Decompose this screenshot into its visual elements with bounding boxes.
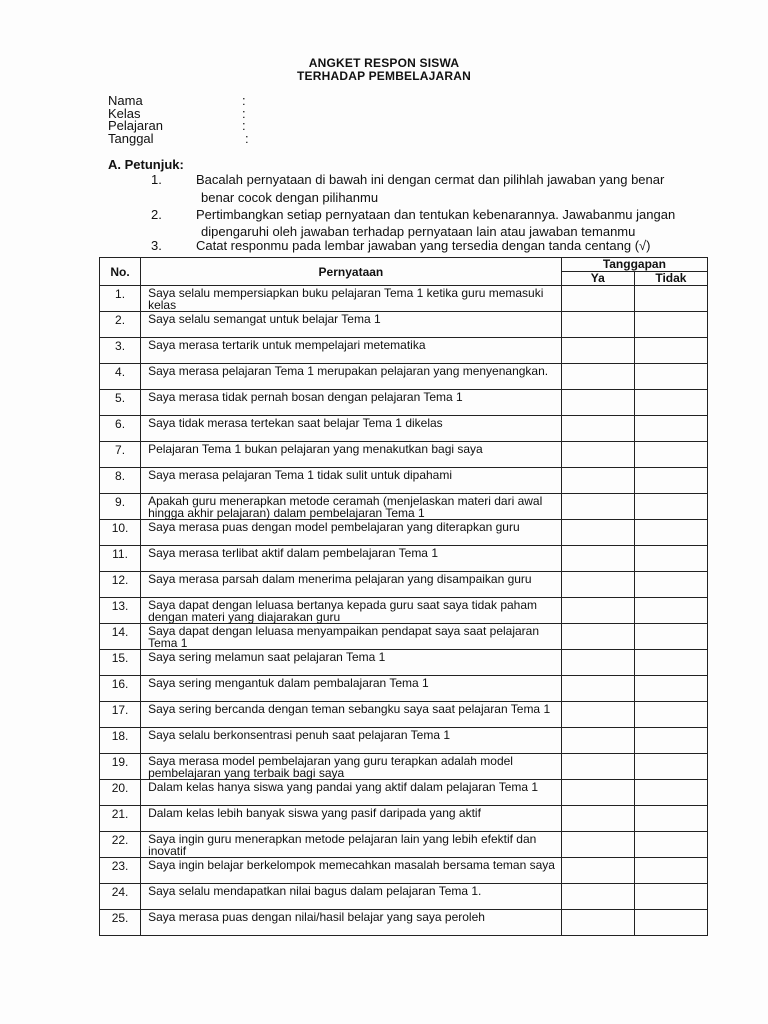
answer-no-cell[interactable] (634, 546, 707, 572)
instruction-number: 3. (151, 238, 162, 253)
header-no-answer: Tidak (634, 272, 707, 286)
answer-no-cell[interactable] (634, 312, 707, 338)
answer-no-cell[interactable] (634, 364, 707, 390)
row-statement: Saya merasa pelajaran Tema 1 tidak sulit untuk dipahami (141, 468, 562, 494)
header-statement: Pernyataan (141, 258, 562, 286)
answer-yes-cell[interactable] (561, 338, 634, 364)
answer-yes-cell[interactable] (561, 572, 634, 598)
answer-no-cell[interactable] (634, 624, 707, 650)
answer-no-cell[interactable] (634, 884, 707, 910)
answer-no-cell[interactable] (634, 416, 707, 442)
answer-no-cell[interactable] (634, 494, 707, 520)
identity-date-row (108, 130, 249, 146)
table-row (100, 858, 708, 884)
answer-yes-cell[interactable] (561, 390, 634, 416)
answer-no-cell[interactable] (634, 728, 707, 754)
answer-yes-cell[interactable] (561, 702, 634, 728)
table-row (100, 338, 708, 364)
row-statement: Saya merasa parsah dalam menerima pelajaran yang disampaikan guru (141, 572, 562, 598)
row-statement: Saya tidak merasa tertekan saat belajar Tema 1 dikelas (141, 416, 562, 442)
row-statement: Saya sering bercanda dengan teman sebangku saya saat pelajaran Tema 1 (141, 702, 562, 728)
answer-yes-cell[interactable] (561, 910, 634, 936)
instruction-text-continued: benar cocok dengan pilihanmu (201, 190, 379, 205)
answer-no-cell[interactable] (634, 858, 707, 884)
instruction-text: Bacalah pernyataan di bawah ini dengan cermat dan pilihlah jawaban yang benar (196, 172, 665, 187)
row-number: 6. (100, 416, 141, 442)
row-number: 15. (100, 650, 141, 676)
identity-label: Tanggal (108, 130, 154, 146)
answer-no-cell[interactable] (634, 520, 707, 546)
table-row (100, 468, 708, 494)
answer-no-cell[interactable] (634, 572, 707, 598)
table-row (100, 728, 708, 754)
answer-yes-cell[interactable] (561, 468, 634, 494)
row-number: 14. (100, 624, 141, 650)
instructions-heading: A. Petunjuk: (108, 157, 184, 172)
document-title: ANGKET RESPON SISWA (308, 56, 460, 70)
row-statement: Saya merasa pelajaran Tema 1 merupakan pelajaran yang menyenangkan. (141, 364, 562, 390)
identity-label: Nama (108, 93, 143, 108)
identity-fields (108, 93, 249, 146)
table-row (100, 442, 708, 468)
table-row (100, 780, 708, 806)
row-statement: Pelajaran Tema 1 bukan pelajaran yang menakutkan bagi saya (141, 442, 562, 468)
table-header-row (100, 258, 708, 272)
row-statement: Saya merasa tertarik untuk mempelajari metematika (141, 338, 562, 364)
answer-no-cell[interactable] (634, 754, 707, 780)
answer-no-cell[interactable] (634, 780, 707, 806)
table-row (100, 546, 708, 572)
answer-no-cell[interactable] (634, 832, 707, 858)
row-number: 11. (100, 546, 141, 572)
table-row (100, 572, 708, 598)
answer-yes-cell[interactable] (561, 286, 634, 312)
answer-yes-cell[interactable] (561, 494, 634, 520)
row-statement: Saya merasa terlibat aktif dalam pembelajaran Tema 1 (141, 546, 562, 572)
table-row (100, 884, 708, 910)
table-row (100, 624, 708, 650)
answer-no-cell[interactable] (634, 390, 707, 416)
row-statement: Apakah guru menerapkan metode ceramah (menjelaskan materi dari awal hingga akhir pelajaran) dalam pembelajaran Tema 1 (141, 494, 562, 520)
row-number: 10. (100, 520, 141, 546)
row-number: 4. (100, 364, 141, 390)
row-number: 21. (100, 806, 141, 832)
header-number: No. (100, 258, 141, 286)
row-number: 5. (100, 390, 141, 416)
row-statement: Saya merasa tidak pernah bosan dengan pelajaran Tema 1 (141, 390, 562, 416)
row-number: 24. (100, 884, 141, 910)
answer-no-cell[interactable] (634, 468, 707, 494)
answer-yes-cell[interactable] (561, 832, 634, 858)
answer-no-cell[interactable] (634, 598, 707, 624)
answer-yes-cell[interactable] (561, 416, 634, 442)
row-number: 25. (100, 910, 141, 936)
answer-yes-cell[interactable] (561, 650, 634, 676)
answer-yes-cell[interactable] (561, 624, 634, 650)
answer-yes-cell[interactable] (561, 754, 634, 780)
table-row (100, 598, 708, 624)
answer-yes-cell[interactable] (561, 312, 634, 338)
table-row (100, 286, 708, 312)
row-statement: Dalam kelas lebih banyak siswa yang pasif daripada yang aktif (141, 806, 562, 832)
answer-yes-cell[interactable] (561, 884, 634, 910)
table-row (100, 702, 708, 728)
instruction-number: 2. (151, 207, 162, 222)
answer-yes-cell[interactable] (561, 780, 634, 806)
row-number: 17. (100, 702, 141, 728)
row-statement: Saya selalu mendapatkan nilai bagus dalam pelajaran Tema 1. (141, 884, 562, 910)
row-statement: Saya ingin guru menerapkan metode pelajaran lain yang lebih efektif dan inovatif (141, 832, 562, 858)
identity-colon: : (242, 93, 246, 108)
instruction-item (108, 171, 728, 207)
answer-no-cell[interactable] (634, 806, 707, 832)
table-row (100, 806, 708, 832)
answer-no-cell[interactable] (634, 442, 707, 468)
identity-label: Kelas (108, 105, 141, 121)
row-number: 22. (100, 832, 141, 858)
row-statement: Saya dapat dengan leluasa menyampaikan pendapat saya saat pelajaran Tema 1 (141, 624, 562, 650)
row-number: 9. (100, 494, 141, 520)
instruction-number: 1. (151, 172, 162, 187)
instruction-text-continued: dipengaruhi oleh jawaban terhadap pernyataan lain atau jawaban temanmu (201, 224, 636, 239)
row-statement: Saya merasa model pembelajaran yang guru terapkan adalah model pembelajaran yang terbaik bagi saya (141, 754, 562, 780)
answer-no-cell[interactable] (634, 338, 707, 364)
instruction-item (108, 207, 728, 239)
row-statement: Saya selalu berkonsentrasi penuh saat pelajaran Tema 1 (141, 728, 562, 754)
row-number: 3. (100, 338, 141, 364)
row-number: 8. (100, 468, 141, 494)
instruction-text: Pertimbangkan setiap pernyataan dan tentukan kebenarannya. Jawabanmu jangan (196, 207, 676, 222)
table-row (100, 390, 708, 416)
table-row (100, 832, 708, 858)
row-statement: Saya dapat dengan leluasa bertanya kepada guru saat saya tidak paham dengan materi yang diajarakan guru (141, 598, 562, 624)
answer-yes-cell[interactable] (561, 728, 634, 754)
row-statement: Dalam kelas hanya siswa yang pandai yang aktif dalam pelajaran Tema 1 (141, 780, 562, 806)
table-row (100, 676, 708, 702)
answer-yes-cell[interactable] (561, 364, 634, 390)
table-row (100, 650, 708, 676)
table-row (100, 312, 708, 338)
row-number: 13. (100, 598, 141, 624)
row-statement: Saya selalu mempersiapkan buku pelajaran Tema 1 ketika guru memasuki kelas (141, 286, 562, 312)
answer-no-cell[interactable] (634, 286, 707, 312)
row-statement: Saya ingin belajar berkelompok memecahkan masalah bersama teman saya (141, 858, 562, 884)
answer-no-cell[interactable] (634, 676, 707, 702)
identity-colon: : (242, 105, 246, 121)
answer-yes-cell[interactable] (561, 806, 634, 832)
instruction-item (108, 235, 728, 253)
answer-yes-cell[interactable] (561, 442, 634, 468)
table-row (100, 910, 708, 936)
row-number: 16. (100, 676, 141, 702)
identity-colon: : (245, 130, 249, 146)
row-number: 19. (100, 754, 141, 780)
answer-yes-cell[interactable] (561, 676, 634, 702)
answer-yes-cell[interactable] (561, 598, 634, 624)
table-row (100, 364, 708, 390)
instructions-section (108, 157, 728, 253)
answer-yes-cell[interactable] (561, 546, 634, 572)
table-row (100, 494, 708, 520)
answer-yes-cell[interactable] (561, 520, 634, 546)
header-response: Tanggapan (561, 258, 707, 272)
table-row (100, 416, 708, 442)
document-subtitle: TERHADAP PEMBELAJARAN (297, 69, 471, 83)
row-number: 2. (100, 312, 141, 338)
answer-yes-cell[interactable] (561, 858, 634, 884)
row-statement: Saya sering mengantuk dalam pembalajaran Tema 1 (141, 676, 562, 702)
table-body (100, 286, 708, 936)
answer-no-cell[interactable] (634, 650, 707, 676)
row-number: 18. (100, 728, 141, 754)
row-statement: Saya selalu semangat untuk belajar Tema 1 (141, 312, 562, 338)
row-number: 1. (100, 286, 141, 312)
questionnaire-table (99, 257, 708, 936)
instruction-text: Catat responmu pada lembar jawaban yang tersedia dengan tanda centang (√) (196, 238, 651, 253)
header-yes: Ya (561, 272, 634, 286)
row-number: 7. (100, 442, 141, 468)
row-statement: Saya sering melamun saat pelajaran Tema 1 (141, 650, 562, 676)
row-statement: Saya merasa puas dengan nilai/hasil belajar yang saya peroleh (141, 910, 562, 936)
row-number: 20. (100, 780, 141, 806)
table-row (100, 520, 708, 546)
answer-no-cell[interactable] (634, 910, 707, 936)
answer-no-cell[interactable] (634, 702, 707, 728)
row-number: 23. (100, 858, 141, 884)
row-statement: Saya merasa puas dengan model pembelajaran yang diterapkan guru (141, 520, 562, 546)
identity-label: Pelajaran (108, 118, 163, 134)
identity-colon: : (242, 118, 246, 134)
row-number: 12. (100, 572, 141, 598)
table-row (100, 754, 708, 780)
